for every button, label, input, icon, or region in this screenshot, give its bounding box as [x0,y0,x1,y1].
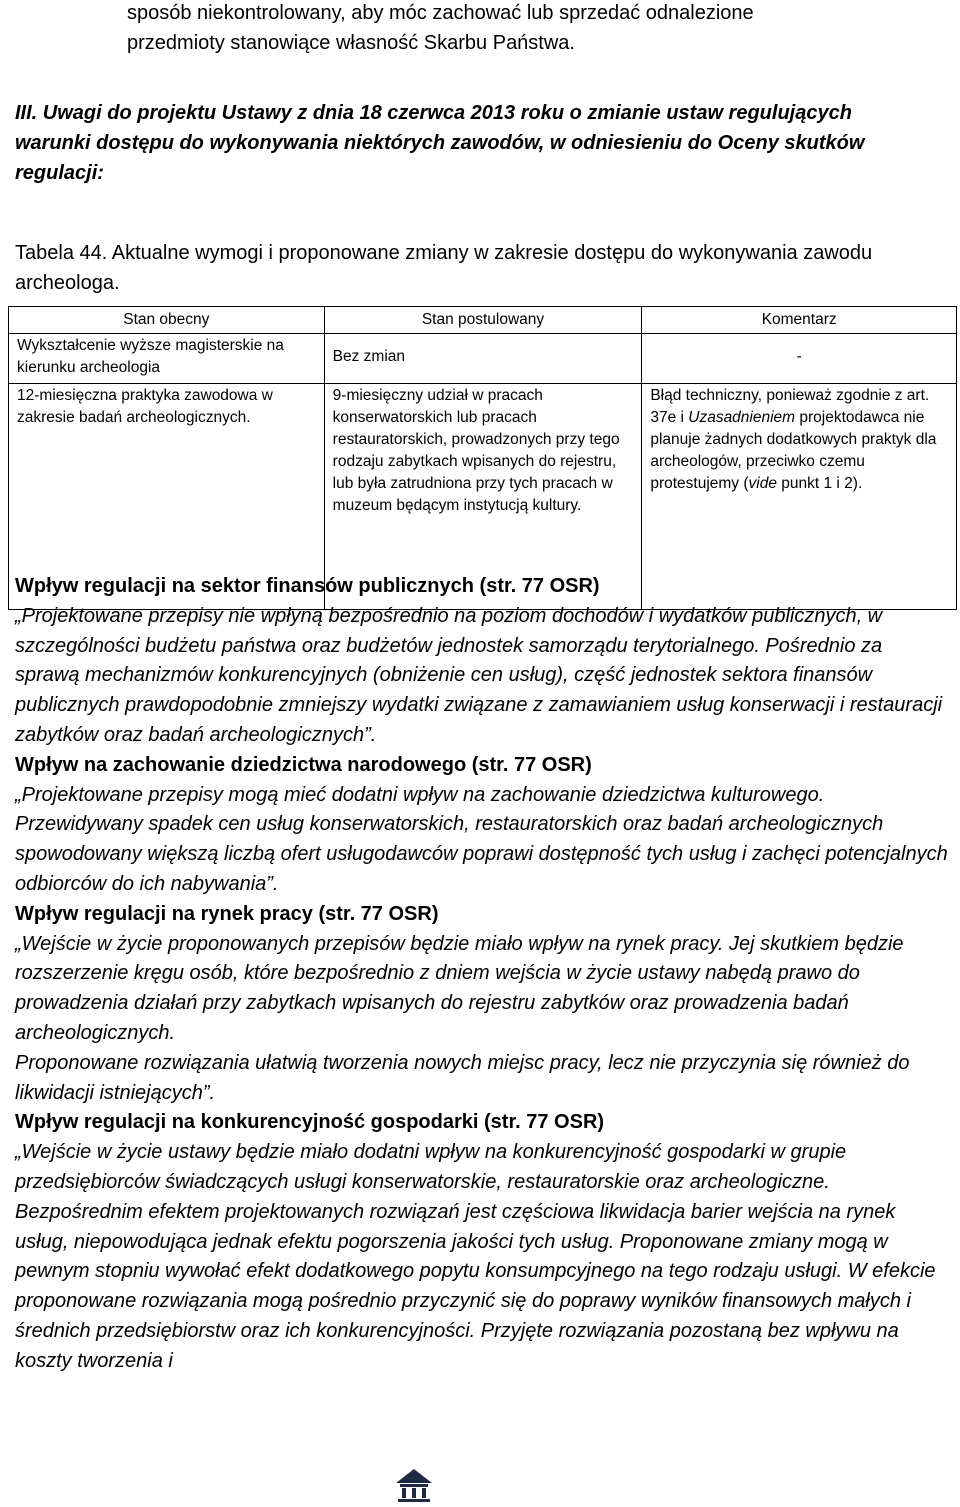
column-header: Komentarz [642,307,957,334]
quoted-paragraph: Proponowane rozwiązania ułatwią tworzenia nowych miejsc pracy, lecz nie przyczynia się również do likwidacji istniejących”. [15,1051,910,1104]
table-cell: Wykształcenie wyższe magisterskie na kierunku archeologia [9,334,325,384]
table-caption: Tabela 44. Aktualne wymogi i proponowane zmiany w zakresie dostępu do wykonywania zawodu archeologa. [15,242,873,294]
table-cell: 9-miesięczny udział w pracach konserwatorskich lub pracach restauratorskich, prowadzonych przy tego rodzaju zabytkach wpisanych do rejestru, lub była zatrudniona przy tych pracach w muzeum będącym instytucją kultury. [324,384,642,610]
section-heading-line: warunki dostępu do wykonywania niektórych zawodów, w odniesieniu do Oceny skutków [15,132,865,154]
comment-emphasis: Uzasadnieniem [688,409,796,426]
section-subheading: Wpływ na zachowanie dziedzictwa narodowego (str. 77 OSR) [15,753,592,776]
intro-line: przedmioty stanowiące własność Skarbu Państwa. [127,32,575,54]
section-subheading: Wpływ regulacji na sektor finansów publicznych (str. 77 OSR) [15,575,600,597]
section-heading-line: III. Uwagi do projektu Ustawy z dnia 18 czerwca 2013 roku o zmianie ustaw regulujących [15,102,852,124]
organization-logo-icon [390,1465,438,1503]
intro-line: sposób niekontrolowany, aby móc zachować lub sprzedać odnalezione [127,2,754,24]
comment-text: punkt 1 i 2). [776,475,863,492]
comment-emphasis: vide [748,475,777,492]
intro-text [127,0,947,58]
table-cell: - [642,334,957,384]
section-heading [15,98,945,188]
table-cell: Bez zmian [324,334,642,384]
column-header: Stan obecny [9,307,325,334]
table-header-row [9,307,957,334]
quoted-paragraph: „Projektowane przepisy nie wpłyną bezpośrednio na poziom dochodów i wydatków publicznych, w szczególności budżetu państwa oraz budżetów jednostek samorządu terytorialnego. Pośrednio za sprawą mechanizmów konkurencyjnych (obniżenie cen usług), część jednostek sektora finansów publicznych prawdopodobnie zmniejszy wydatki związane z zamawianiem usług konserwacji i restauracji zabytków oraz badań archeologicznych”. [15,604,943,746]
comment-text: projektodawca nie planuje żadnych dodatkowych praktyk dla archeologów, przeciwko czemu protestujemy ( [650,409,937,492]
quoted-paragraph: „Wejście w życie ustawy będzie miało dodatni wpływ na konkurencyjność gospodarki w grupie przedsiębiorców świadczących usługi konserwatorskie, restauratorskie oraz archeologiczne. Bezpośrednim efektem projektowanych rozwiązań jest częściowa likwidacja barier wejścia na rynek usług, niepowodująca jednak efektu pogorszenia jakości tych usług. Proponowane zmiany mogą w pewnym stopniu wywołać efekt dodatkowego popytu konsumpcyjnego na tego rodzaju usługi. W efekcie proponowane rozwiązania mogą pośrednio przyczynić się do poprawy wyników finansowych małych i średnich przedsiębiorstw oraz ich konkurencyjności. Przyjęte rozwiązania pozostaną bez wpływu na koszty tworzenia i [15,1141,936,1372]
table-cell: 12-miesięczna praktyka zawodowa w zakresie badań archeologicznych. [9,384,325,610]
requirements-table [8,306,957,610]
table-row [9,334,957,384]
impact-sections [15,572,950,1377]
quoted-paragraph: „Projektowane przepisy mogą mieć dodatni wpływ na zachowanie dziedzictwa kulturowego. Przewidywany spadek cen usług konserwatorskich, restauratorskich oraz badań archeologicznych spowodowany większą liczbą ofert usługodawców poprawi dostępność tych usług i zachęci potencjalnych odbiorców do ich nabywania”. [15,783,948,895]
section-subheading: Wpływ regulacji na konkurencyjność gospodarki (str. 77 OSR) [15,1111,605,1134]
comment-text: Błąd techniczny, ponieważ zgodnie z art. 37e i [650,387,930,426]
section-heading-line: regulacji: [15,162,104,184]
section-subheading: Wpływ regulacji na rynek pracy (str. 77 OSR) [15,902,439,925]
column-header: Stan postulowany [324,307,642,334]
quoted-paragraph: „Wejście w życie proponowanych przepisów będzie miało wpływ na rynek pracy. Jej skutkiem będzie rozszerzenie kręgu osób, które bezpośrednio z dniem wejścia w życie ustawy nabędą prawo do prowadzenia działań przy zabytkach wpisanych do rejestru zabytków oraz prowadzenia badań archeologicznych. [15,932,904,1044]
